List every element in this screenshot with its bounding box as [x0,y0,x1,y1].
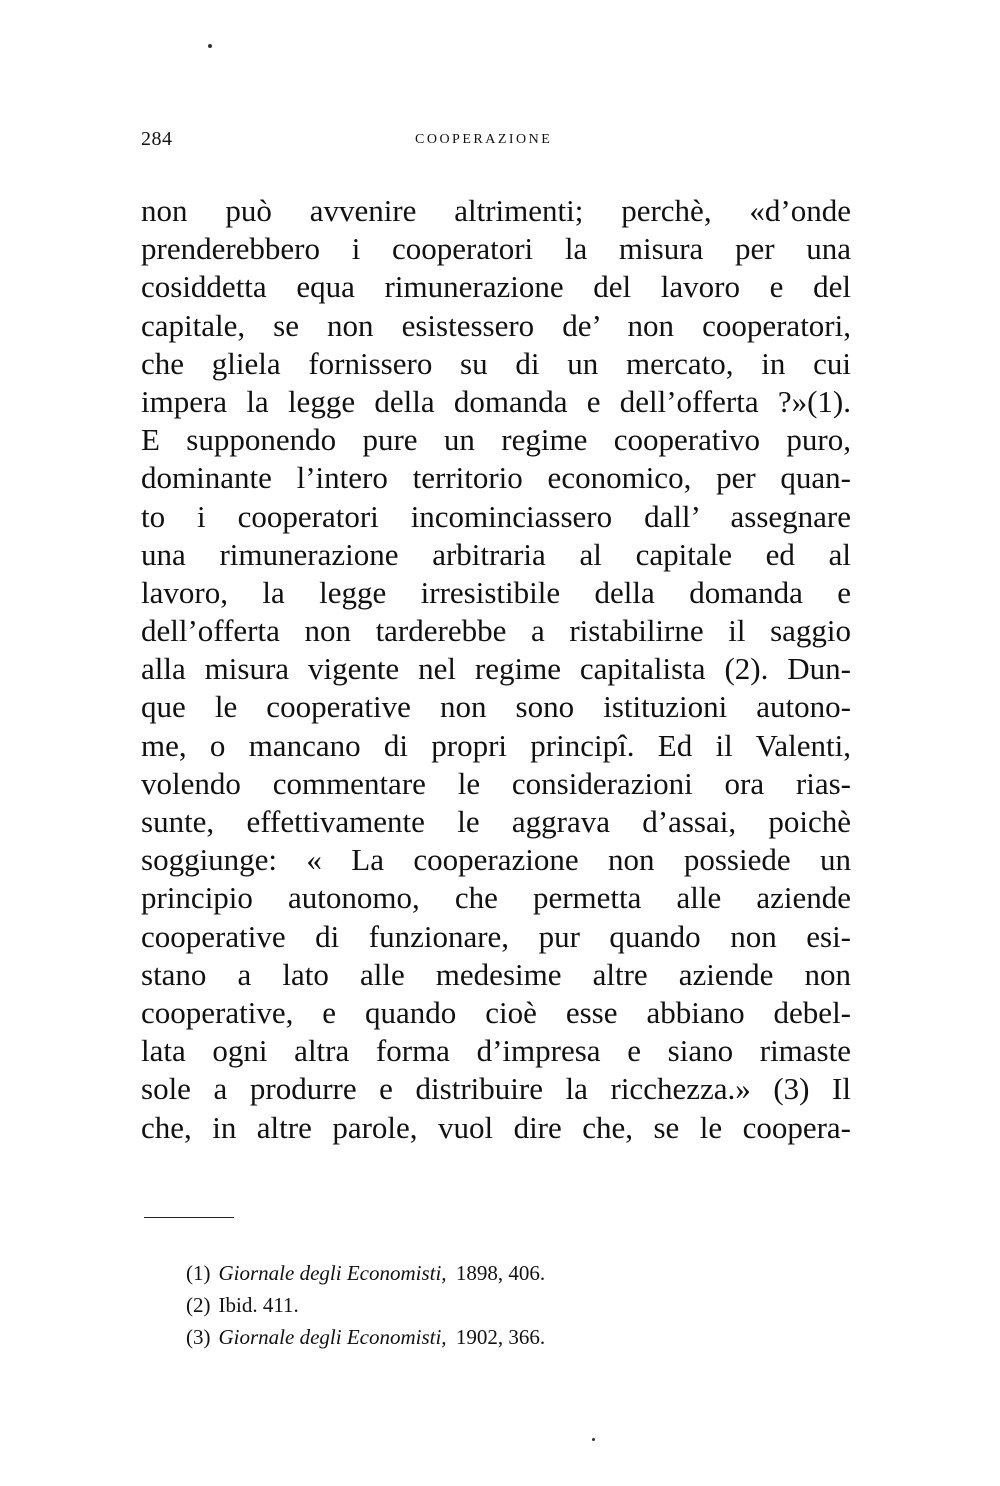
text-line: cosiddetta equa rimunerazione del lavoro e del [141,269,851,305]
running-head: COOPERAZIONE [415,132,553,147]
text-line: che, in altre parole, vuol dire che, se le coopera- [141,1109,851,1145]
footnote-rule [144,1217,234,1218]
text-line: que le cooperative non sono istituzioni autono- [141,689,851,725]
footnote-reference: 1898, 406. [455,1261,546,1285]
footnotes [186,1257,746,1353]
footnote [186,1289,746,1321]
text-line: dell’offerta non tarderebbe a ristabilirne il saggio [141,613,851,649]
text-line: non può avvenire altrimenti; perchè, «d’onde [141,193,851,228]
text-line: stano a lato alle medesime altre aziende non [141,956,851,992]
text-line: che gliela fornissero su di un mercato, in cui [141,345,851,381]
text-line: me, o mancano di propri principî. Ed il Valenti, [141,727,851,763]
text-line: alla misura vigente nel regime capitalista (2). Dun- [141,651,851,687]
footnote-reference: Ibid. 411. [218,1293,299,1317]
footnote [186,1257,746,1289]
paper-speck [592,1438,595,1441]
body-text [141,192,851,1147]
footnote-reference: 1902, 366. [455,1325,546,1349]
footnote-number: (1) [186,1261,211,1285]
text-line: E supponendo pure un regime cooperativo puro, [141,422,851,458]
text-line: cooperative di funzionare, pur quando non esi- [141,918,851,954]
paper-speck [208,44,212,48]
footnote-source: Giornale degli Economisti, [218,1261,447,1285]
page-number: 284 [141,128,173,150]
text-line: sunte, effettivamente le aggrava d’assai, poichè [141,804,851,839]
text-line: dominante l’intero territorio economico, per quan- [141,460,851,496]
text-line: una rimunerazione arbitraria al capitale ed al [141,536,851,572]
text-line: cooperative, e quando cioè esse abbiano debel- [141,994,851,1030]
text-line: soggiunge: « La cooperazione non possiede un [141,842,851,878]
text-line: lata ogni altra forma d’impresa e siano rimaste [141,1033,851,1069]
footnote-number: (2) [186,1293,211,1317]
text-line: principio autonomo, che permetta alle aziende [141,880,851,916]
text-line: volendo commentare le considerazioni ora rias- [141,765,851,801]
text-line: to i cooperatori incominciassero dall’ assegnare [141,498,851,534]
text-line: capitale, se non esistessero de’ non cooperatori, [141,307,851,343]
text-line: impera la legge della domanda e dell’offerta ?»(1). [141,383,851,419]
footnote [186,1321,746,1353]
text-line: sole a produrre e distribuire la ricchezza.» (3) Il [141,1071,851,1107]
footnote-source: Giornale degli Economisti, [218,1325,447,1349]
text-line: lavoro, la legge irresistibile della domanda e [141,574,851,610]
text-line: prenderebbero i cooperatori la misura per una [141,231,851,267]
footnote-number: (3) [186,1325,211,1349]
